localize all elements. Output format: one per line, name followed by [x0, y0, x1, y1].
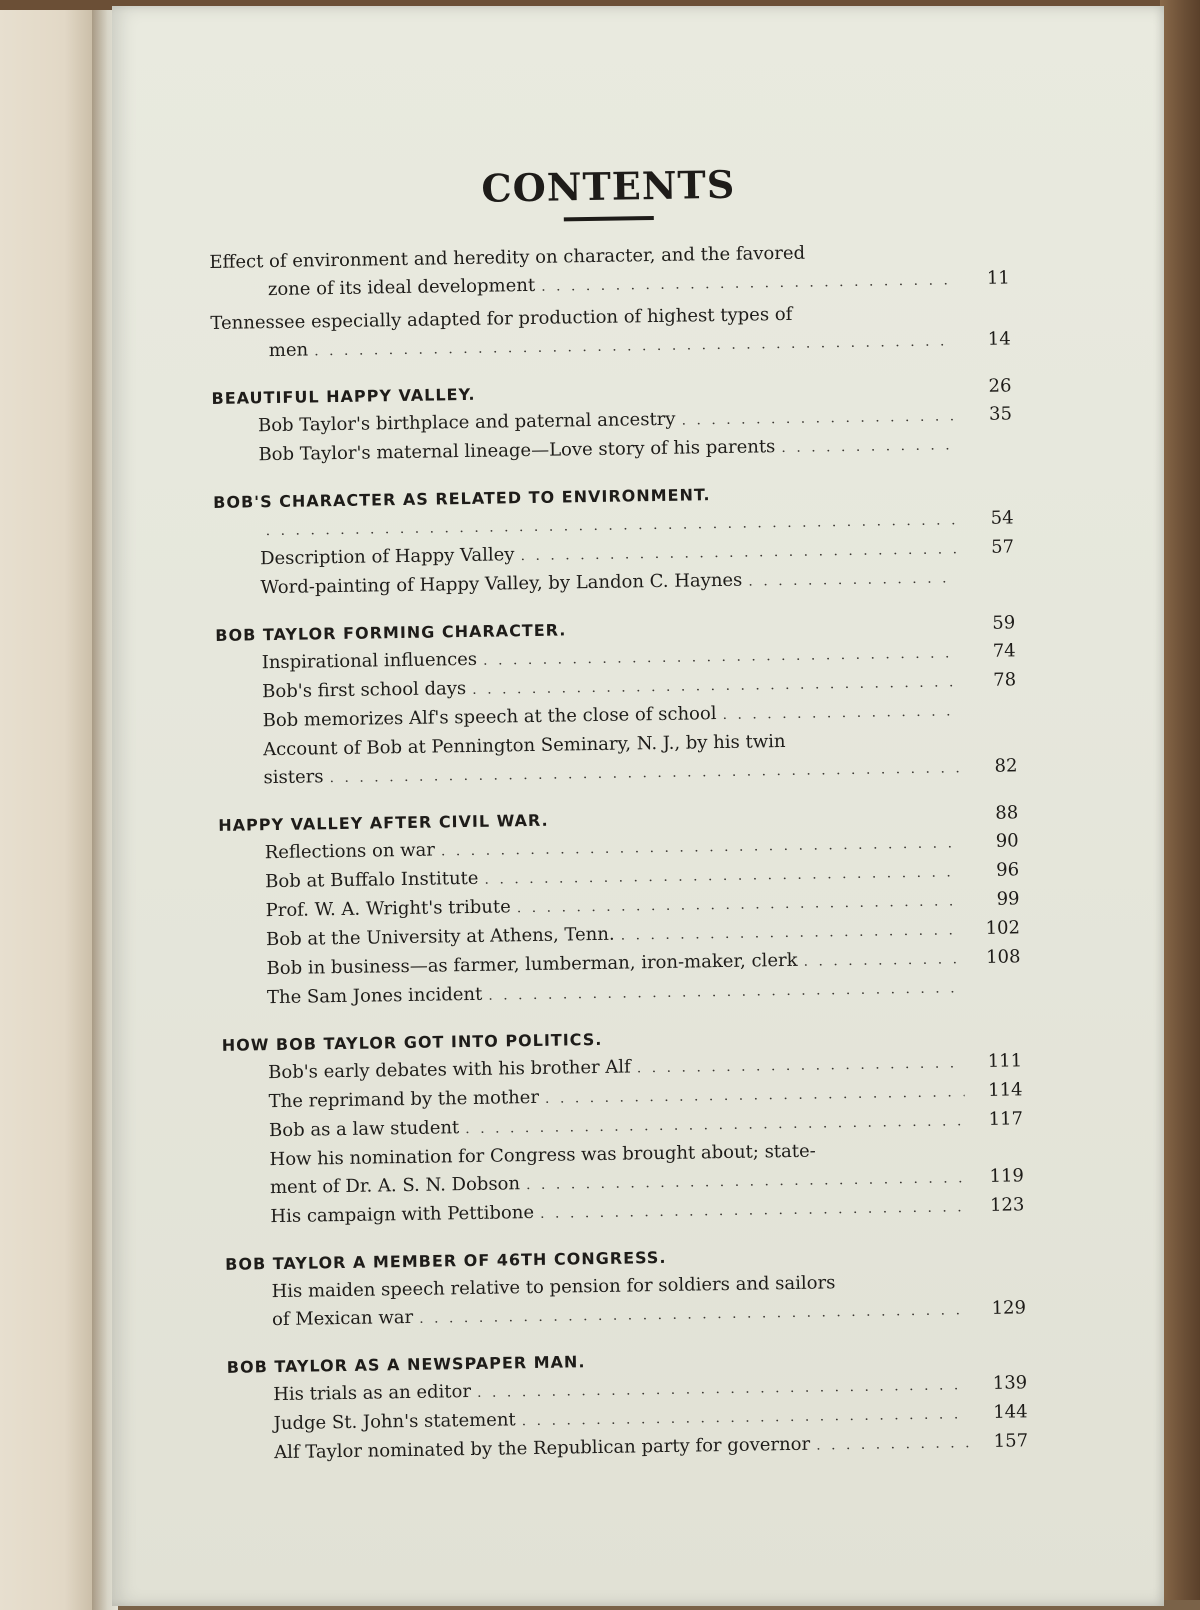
- page-number: 102: [985, 917, 1021, 939]
- intro-entry: [209, 236, 1010, 306]
- page-number: [963, 581, 1015, 582]
- page-number: 26: [988, 375, 1012, 397]
- toc-section: [211, 372, 1012, 471]
- page-number: 57: [990, 536, 1015, 558]
- page-number: [975, 1360, 1027, 1361]
- page-number: 78: [993, 669, 1017, 691]
- entry-text: Word-painting of Happy Valley, by Landon C. Haynes: [260, 569, 743, 599]
- page-number: 11: [986, 267, 1010, 289]
- page-number: 59: [992, 612, 1016, 634]
- entry-text: Bob as a law student: [268, 1117, 460, 1142]
- left-facing-page: [0, 10, 92, 1610]
- entry-text: sisters: [263, 766, 324, 789]
- section-title: HOW BOB TAYLOR GOT INTO POLITICS.: [221, 1029, 603, 1055]
- entry-text: ment of Dr. A. S. N. Dobson: [269, 1173, 521, 1199]
- page-number: 157: [993, 1430, 1029, 1452]
- toc-section: [218, 799, 1021, 1014]
- table-of-contents: [208, 157, 1028, 1472]
- entry-text: Inspirational influences: [261, 648, 478, 674]
- page-number: 54: [990, 507, 1014, 529]
- page-number: 35: [988, 403, 1013, 425]
- entry-text: Bob at Buffalo Institute: [265, 867, 479, 893]
- page-number: [965, 714, 1017, 715]
- page-number: 74: [992, 640, 1016, 662]
- section-title: BOB TAYLOR FORMING CHARACTER.: [215, 620, 567, 645]
- entry-text: Bob's early debates with his brother Alf: [268, 1056, 631, 1084]
- entry-text: Bob at the University at Athens, Tenn.: [265, 923, 615, 951]
- page-number: 144: [993, 1401, 1028, 1423]
- toc-section: [225, 1238, 1026, 1336]
- page-number: 108: [985, 946, 1021, 968]
- page-number: 123: [989, 1194, 1025, 1216]
- entry-text: The Sam Jones incident: [266, 983, 483, 1009]
- toc-section: [215, 609, 1018, 794]
- page-number: 119: [989, 1165, 1025, 1187]
- entry-text: The reprimand by the mother: [268, 1086, 540, 1113]
- leader-dots: [748, 564, 957, 595]
- entry-text: His campaign with Pettibone: [270, 1202, 535, 1228]
- entry-text: Judge St. John's statement: [273, 1409, 516, 1435]
- page-number: 82: [994, 755, 1018, 777]
- section-title: BOB'S CHARACTER AS RELATED TO ENVIRONMENT.: [213, 485, 711, 512]
- entry-text: His trials as an editor: [273, 1381, 472, 1406]
- page-number: [961, 495, 1013, 496]
- entry-text: of Mexican war: [271, 1306, 414, 1331]
- entry-text: Prof. W. A. Wright's tribute: [265, 896, 511, 922]
- page-number: [969, 991, 1021, 992]
- leader-dots: [803, 945, 962, 975]
- entry-text: Bob Taylor's maternal lineage—Love story of his parents: [258, 436, 776, 466]
- page-number: [970, 1038, 1022, 1039]
- leader-dots: [488, 974, 963, 1009]
- background-wood-right: [1160, 0, 1200, 1600]
- leader-dots: [816, 1429, 970, 1459]
- page-number: 99: [996, 888, 1020, 910]
- entry-line: His maiden speech relative to pension for soldiers and sailors: [271, 1272, 836, 1303]
- title-rule: [564, 216, 654, 221]
- section-title: BOB TAYLOR A MEMBER OF 46TH CONGRESS.: [225, 1247, 667, 1274]
- page-number: 114: [988, 1079, 1023, 1101]
- entry-text: men: [268, 339, 309, 362]
- page-number: 88: [995, 802, 1019, 824]
- section-title: BEAUTIFUL HAPPY VALLEY.: [211, 384, 476, 408]
- entry-text: zone of its ideal development: [267, 274, 536, 301]
- contents-page: [112, 6, 1164, 1606]
- section-title: BOB TAYLOR AS A NEWSPAPER MAN.: [226, 1352, 586, 1377]
- leader-dots: [540, 1193, 967, 1228]
- leader-dots: [637, 1049, 965, 1082]
- page-number: 117: [988, 1108, 1024, 1130]
- entry-line: How his nomination for Congress was brought about; state-: [269, 1140, 816, 1171]
- entry-text: Description of Happy Valley: [259, 544, 515, 570]
- leader-dots: [681, 402, 954, 434]
- page-number: 139: [992, 1372, 1028, 1394]
- entry-text: Reflections on war: [264, 839, 436, 864]
- page-number: [960, 448, 1012, 449]
- page-number: [973, 1257, 1025, 1258]
- leader-dots: [781, 431, 954, 462]
- entry-text: Bob Taylor's birthplace and paternal ancestry: [257, 408, 676, 437]
- entry-line: Account of Bob at Pennington Seminary, N. J., by his twin: [262, 731, 786, 761]
- entry-line: Effect of environment and heredity on character, and the favored: [209, 242, 806, 273]
- intro-entry: [210, 297, 1011, 367]
- page-number: 111: [987, 1050, 1023, 1072]
- entry-text: Bob in business—as farmer, lumberman, iron-maker, clerk: [266, 949, 798, 980]
- section-title: HAPPY VALLEY AFTER CIVIL WAR.: [218, 810, 549, 835]
- section-list: [211, 372, 1028, 1468]
- leader-dots: [620, 916, 962, 949]
- entry-text: Bob's first school days: [262, 678, 467, 703]
- page-number: 129: [991, 1297, 1027, 1319]
- entry-line: Tennessee especially adapted for production of highest types of: [210, 303, 793, 334]
- toc-section: [222, 1019, 1025, 1233]
- toc-section: [227, 1341, 1029, 1469]
- page-number: 90: [995, 830, 1019, 852]
- entry-text: Bob memorizes Alf's speech at the close of school: [262, 703, 717, 732]
- page-title: CONTENTS: [481, 161, 736, 211]
- leader-dots: [541, 266, 952, 300]
- page-number: 96: [996, 859, 1020, 881]
- page-number: 14: [987, 328, 1011, 350]
- intro-entries: [209, 236, 1011, 367]
- leader-dots: [722, 697, 958, 729]
- toc-section: [213, 476, 1015, 604]
- entry-text: Alf Taylor nominated by the Republican party for governor: [273, 1433, 811, 1464]
